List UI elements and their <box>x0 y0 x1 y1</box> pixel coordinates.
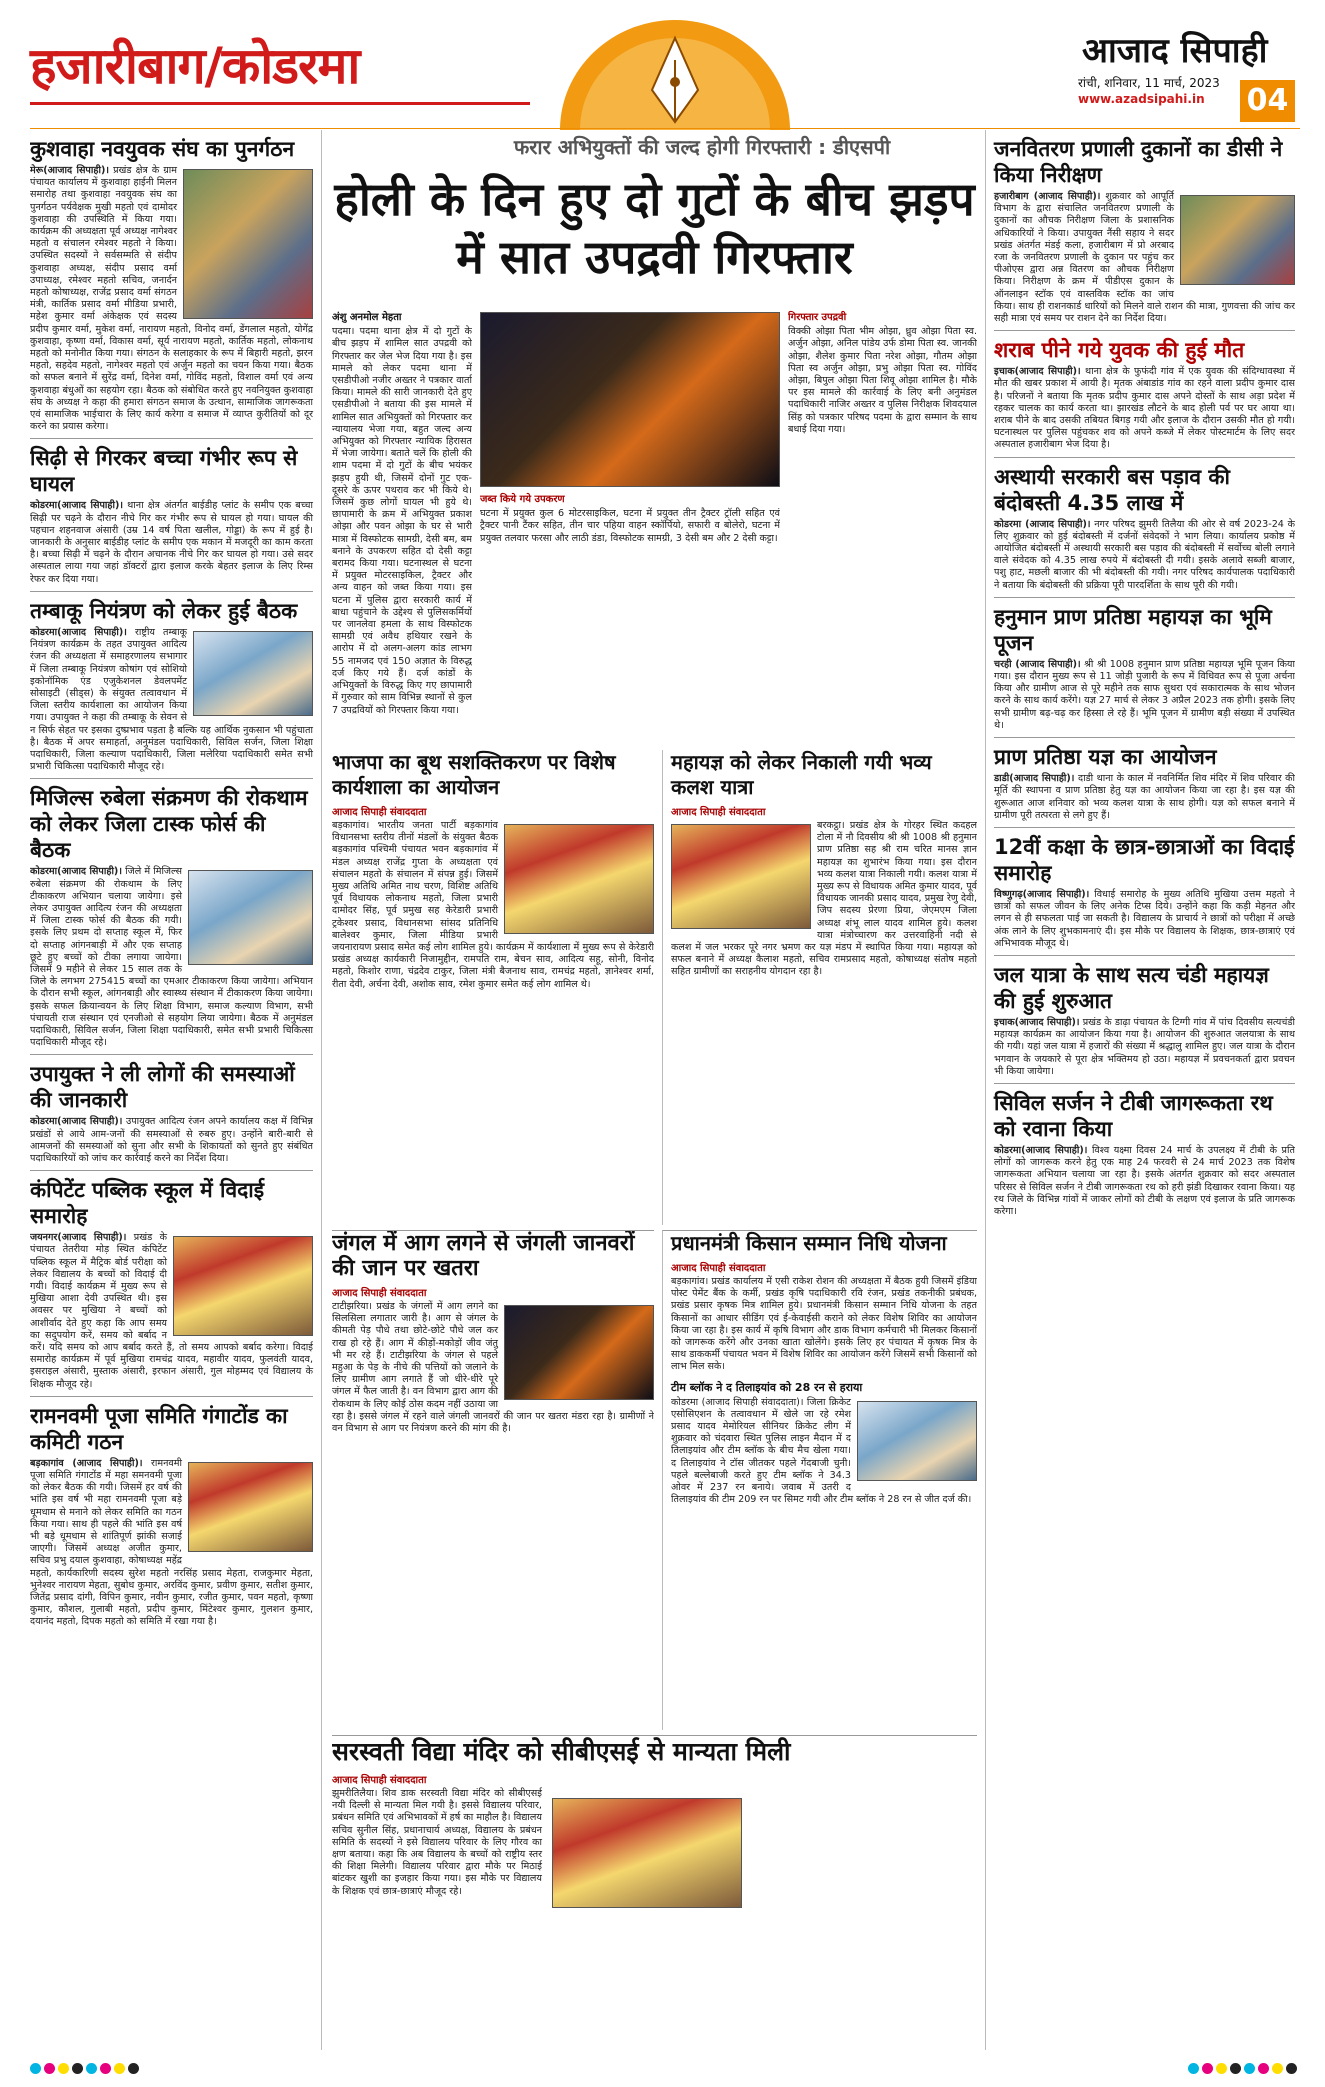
article-byline: बड़कागांव (आजाद सिपाही)। <box>30 1457 143 1469</box>
article-byline: कोडरमा (आजाद सिपाही)। <box>994 518 1091 530</box>
story-subhead: टीम ब्लॉक ने द तिलाइयांव को 28 रन से हराया <box>671 1380 863 1394</box>
article <box>994 744 1295 822</box>
article-body: प्रखंड क्षेत्र के ग्राम पंचायत कार्यालय में कुशवाहा हाईनी मिलन समारोह तथा कुशवाहा नवयुवक संघ का पुनर्गठन पर्यवेक्षक मुखी महतो एवं दामोदर कुशवाहा की उपस्थिति में किया गया। कार्यक्रम की अध्यक्षता पूर्व अध्यक्ष नागेश्वर महतो व संचालन रमेश्वर महतो ने किया। उपस्थित सदस्यों ने सर्वसम्मति से संदीप कुशवाहा अध्यक्ष, संदीप प्रसाद वर्मा उपाध्यक्ष, रमेश्वर महतो सचिव, जनार्दन महतो कोषाध्यक्ष, राजेंद्र प्रसाद वर्मा संगठन मंत्री, कार्तिक प्रसाद वर्मा मीडिया प्रभारी, महेश कुमार वर्मा अंकेक्षक एवं सदस्य प्रदीप कुमार वर्मा, मुकेश वर्मा, नारायण महतो, विनोद वर्मा, डेंगलाल महतो, योगेंद्र कुशवाहा, कृष्णा वर्मा, विकास वर्मा, सूर्य नारायण महतो, कार्तिक महतो, लोकनाथ महतो को मनोनीत किया गया। संगठन के सलाहकार के रूप में बिहारी महतो, झरन महतो, सहदेव महतो, नागेश्वर महतो एवं अर्जुन महतो का चयन किया गया। बैठक को सफल बनाने में सुरेंद्र वर्मा, दिनेश वर्मा, गोविंद महतो, विशाल वर्मा एवं अन्य कुशवाहा बंधुओं का सहयोग रहा। बैठक को संबोधित करते हुए नवनियुक्त कुशवाहा संघ के अध्यक्ष ने कहा की हमारा संगठन समाज के उत्थान, सामाजिक जागरूकता एवं सामाजिक भाईचारा के लिए कार्य करेगा व समाज में व्याप्त कुरीतियों को दूर करने का प्रयास करेगा। <box>30 165 313 433</box>
article-byline: मेरू(आजाद सिपाही)। <box>30 165 109 176</box>
lead-kicker: फरार अभियुक्तों की जल्द होगी गिरफ्तारी : डीएसपी <box>513 135 891 159</box>
lead-body-2: घटना में प्रयुक्त कुल 6 मोटरसाइकिल, घटना में प्रयुक्त तीन ट्रैक्टर ट्रॉली सहित एवं ट्रैक्टर पानी टैंकर सहित, तीन चार पहिया वाहन स्कॉर्पियो, सफारी व बोलेरो, घटना में प्रयुक्त तलवार फरसा और लाठी डंडा, विस्फोटक सामग्री, 3 देसी बम और 2 देसी कट्टा। <box>480 508 780 544</box>
registration-dot <box>44 2063 55 2074</box>
story-forest-fire <box>332 1230 654 1730</box>
story-headline: भाजपा का बूथ सशक्तिकरण पर विशेष कार्यशाला का आयोजन <box>332 750 616 799</box>
divider <box>30 438 313 439</box>
story-body-2: कोडरमा (आजाद सिपाही संवाददाता)। जिला क्रिकेट एसोसिएशन के तत्वावधान में खेले जा रहे रमेश प्रसाद यादव मेमोरियल सीनियर क्रिकेट लीग में शुक्रवार को चंदवारा स्थित पुलिस लाइन मैदान में द तिलाइयांव और टीम ब्लॉक के बीच मैच खेला गया। द तिलाइयांव ने टॉस जीतकर पहले गेंदबाजी चुनी। पहले बल्लेबाजी करते हुए टीम ब्लॉक ने 34.3 ओवर में 237 रन बनाये। जवाब में उतरी द तिलाइयांव की टीम 209 रन पर सिमट गयी और टीम ब्लॉक ने 28 रन से जीत दर्ज की। <box>671 1396 972 1506</box>
divider <box>994 827 1295 828</box>
story-saraswati <box>332 1735 977 2050</box>
divider <box>994 955 1295 956</box>
article <box>994 464 1295 592</box>
left-column <box>30 130 322 2050</box>
article-headline: सिविल सर्जन ने टीबी जागरूकता रथ को रवाना किया <box>994 1090 1273 1141</box>
center-column <box>332 130 977 2050</box>
divider <box>994 457 1295 458</box>
story-byline: आजाद सिपाही संवाददाता <box>671 807 766 818</box>
article-byline: जयनगर(आजाद सिपाही)। <box>30 1232 127 1244</box>
article-headline: प्राण प्रतिष्ठा यज्ञ का आयोजन <box>994 745 1217 770</box>
article-byline: डाडी(आजाद सिपाही)। <box>994 773 1075 785</box>
lead-subhead: गिरफ्तार उपद्रवी <box>788 312 847 323</box>
article <box>994 962 1295 1078</box>
article-headline: तम्बाकू नियंत्रण को लेकर हुई बैठक <box>30 598 298 623</box>
article-photo <box>188 870 313 965</box>
story-photo <box>504 824 654 934</box>
lead-body: पदमा। पदमा थाना क्षेत्र में दो गुटों के बीच झड़प में शामिल सात उपद्रवी को गिरफ्तार कर जेल भेज दिया गया है। इस मामले को लेकर पदमा थाना में एसडीपीओ नजीर अख्तर ने पत्रकार वार्ता किया। मामले की सारी जानकारी देते हुए एसडीपीओ ने बताया की इस मामले में शामिल सात अभियुक्तों को गिरफ्तार कर न्यायालय भेजा गया, बहुत जल्द अन्य अभियुक्त को गिरफ्तार न्यायिक हिरासत में भेजा जायेगा। बताते चलें कि होली की शाम पदमा में दो गुटों के बीच भयंकर झड़प हुयी थी, जिसमें दोनों गुट एक-दूसरे के ऊपर पथराव कर भी किये थे। जिसमें कुछ लोगों घायल भी हुये थे। छापामारी के क्रम में अभियुक्त प्रकाश ओझा और पवन ओझा के घर से भारी मात्रा में विस्फोटक सामग्री, देसी बम, बम बनाने के उपकरण सहित दो देसी कट्टा बरामद किया गया। घटनास्थल से घटना में प्रयुक्त मोटरसाइकिल, ट्रैक्टर और अन्य वाहन को जब्त किया गया। इस घटना में पुलिस द्वारा सरकारी कार्य में बाधा पहुंचाने के उद्देश्य से पुलिसकर्मियों पर जानलेवा हमला के साथ विस्फोटक सामग्री एवं अवैध हथियार रखने के आरोप में दो अलग-अलग कांड लाभग 55 नामजद एवं 150 अज्ञात के विरुद्ध दर्ज किए गये हैं। दर्ज कांडों के अभियुक्तों के विरुद्ध किए गए छापामारी में गुरुवार को साम विभिन्न स्थानों से कुल 7 उपद्रवियों को गिरफ्तार किया गया। <box>332 326 472 716</box>
registration-dot <box>30 2063 41 2074</box>
section-title: हजारीबाग/कोडरमा <box>30 37 360 95</box>
article-body: दाडी थाना के काल में नवनिर्मित शिव मंदिर में शिव परिवार की मूर्ति की स्थापना व प्राण प्रतिष्ठा हेतु यज्ञ का आयोजन किया जा रहा है। इस यज्ञ की शुरूआत आज शनिवार को भव्य कलश यात्रा के साथ होगी। यज्ञ को सफल बनाने में ग्रामीण पूरी तत्परता से लगे हुए हैं। <box>994 773 1295 821</box>
registration-dot <box>100 2063 111 2074</box>
story-bjp <box>332 750 654 1225</box>
story-photo <box>671 824 811 929</box>
story-headline: जंगल में आग लगने से जंगली जानवरों की जान पर खतरा <box>332 1231 635 1281</box>
article-body: उपायुक्त आदित्य रंजन अपने कार्यालय कक्ष में विभिन्न प्रखंडों से आये आम-जनों की समस्याओं से रुबरु हुए। उन्होंने बारी-बारी से आमजनों की समस्याओं को सुना और सभी के शिकायतों को सुनते हुए संबंधित पदाधिकारियों को जांच कर कार्रवाई करने का निर्देश दिया। <box>30 1116 313 1164</box>
right-column <box>985 130 1295 2050</box>
masthead-rule <box>30 128 1300 129</box>
divider <box>30 1396 313 1397</box>
story-photo <box>504 1305 654 1400</box>
registration-dot <box>72 2063 83 2074</box>
registration-dot <box>1272 2063 1283 2074</box>
newspaper-name: आजाद सिपाही <box>1082 31 1268 71</box>
article-body: नगर परिषद झुमरी तिलैया की ओर से वर्ष 2023-24 के लिए शुक्रवार को हुई बंदोबस्ती में दर्जनों संवेदकों ने भाग लिया। कार्यालय प्रकोष्ठ में आयोजित बंदोबस्ती में अस्थायी सरकारी बस पड़ाव की बंदोबस्ती में सर्वोच्च बोली लगाने वाले संवेदक को 4.35 लाख रुपये में बंदोबस्ती दी गयी। इसके अलावे सब्जी बाजार, पशु हाट, मछली बाजार की भी बंदोबस्ती की गयी। नगर परिषद कार्यपालक पदाधिकारी ने बताया कि बंदोबस्ती की प्रक्रिया पूरी पारदर्शिता के साथ पूरी की गयी। <box>994 518 1295 591</box>
lead-byline: अंशु अनमोल मेहता <box>332 312 402 323</box>
article-headline: कुशवाहा नवयुवक संघ का पुनर्गठन <box>30 137 295 161</box>
pen-nib-emblem-icon <box>560 20 790 130</box>
lead-story <box>332 308 977 748</box>
registration-dot <box>58 2063 69 2074</box>
article <box>30 136 313 433</box>
article <box>994 604 1295 732</box>
registration-dot <box>114 2063 125 2074</box>
article <box>30 1403 313 1629</box>
article-byline: चरही (आजाद सिपाही)। <box>994 658 1081 670</box>
article-byline: कोडरमा(आजाद सिपाही)। <box>994 1144 1088 1156</box>
article-photo <box>183 169 313 319</box>
article-headline: कंपिटेंट पब्लिक स्कूल में विदाई समारोह <box>30 1178 265 1229</box>
article-headline: जनवितरण प्रणाली दुकानों का डीसी ने किया निरीक्षण <box>994 137 1283 187</box>
article-body: राष्ट्रीय तम्बाकू नियंत्रण कार्यक्रम के तहत उपायुक्त आदित्य रंजन की अध्यक्षता में समाहरणालय सभागार में जिला तम्बाकू नियंत्रण कोषांग एवं सोशियो इकोनॉमिक एंड एजुकेशनल डेवलपमेंट सोसाइटी (सीड्स) के संयुक्त तत्वावधान में जिला स्तरीय कार्यशाला का आयोजन किया गया। उपायुक्त ने कहा की तम्बाकू के सेवन से न सिर्फ सेहत पर इसका दुष्प्रभाव पड़ता है बल्कि यह आर्थिक नुकसान भी पहुंचाता है। बैठक में अपर समाहर्ता, अनुमंडल पदाधिकारी, सिविल सर्जन, जिला शिक्षा पदाधिकारी, जिला कल्याण पदाधिकारी, जिला मलेरिया पदाधिकारी समेत सभी प्रभारी चिकित्सा पदाधिकारी मौजूद रहे। <box>30 626 313 773</box>
website-link[interactable]: www.azadsipahi.in <box>1078 92 1205 106</box>
story-body: टाटीझरिया। प्रखंड के जंगलों में आग लगने का सिलसिला लगातार जारी है। आग से जंगल के कीमती पेड़ पौधे तथा छोटे-छोटे पौधे जल कर राख हो रहे हैं। आग में कीड़ों-मकोड़ों जीव जंतु भी मर रहे हैं। टाटीझरिया के जंगल से पहले महुआ के पेड़ के नीचे की पत्तियों को जलाने के लिए ग्रामीण आग लगाते हैं जो धीरे-धीरे पूरे जंगल में फैल जाती है। वन विभाग द्वारा आग की रोकथाम के लिए कोई ठोस कदम नहीं उठाया जा रहा है। इससे जंगल में रहने वाले जंगली जानवरों की जान पर खतरा मंडरा रहा है। ग्रामीणों ने वन विभाग से आग पर नियंत्रण करने की मांग की है। <box>332 1301 654 1435</box>
divider <box>994 737 1295 738</box>
registration-dot <box>1216 2063 1227 2074</box>
article-body: प्रखंड के पंचायत तेतरीया मोड़ स्थित कंपिटेंट पब्लिक स्कूल में मैट्रिक बोर्ड परीक्षा को लेकर विद्यालय के बच्चों को विदाई दी गयी। विदाई कार्यक्रम में मुख्य रूप से मुखिया आशा देवी उपस्थित थी। इस अवसर पर मुखिया ने बच्चों को आशीर्वाद देते हुए कहा कि आप समय का सदुपयोग करें, समय को बर्बाद न करें। यदि समय को आप बर्बाद करते हैं, तो समय आपको बर्बाद करेगा। विदाई समारोह कार्यक्रम में पूर्व मुखिया रामचंद्र यादव, महावीर यादव, फुलवंती यादव, इसराइल अंसारी, मुस्ताक अंसारी, इरफान अंसारी, गुल मोहम्मद एवं विद्यालय के शिक्षक मौजूद रहे। <box>30 1232 313 1390</box>
article <box>994 136 1295 325</box>
article <box>30 1061 313 1165</box>
article-headline: मिजिल्स रुबेला संक्रमण की रोकथाम को लेकर जिला टास्क फोर्स की बैठक <box>30 786 308 863</box>
article <box>30 1177 313 1391</box>
lead-subhead: जब्त किये गये उपकरण <box>480 494 565 505</box>
article-headline: शराब पीने गये युवक की हुई मौत <box>994 338 1245 363</box>
article-byline: कोडरमा(आजाद सिपाही)। <box>30 500 123 512</box>
article-headline: उपायुक्त ने ली लोगों की समस्याओं की जानकारी <box>30 1062 295 1113</box>
story-photo <box>857 1401 977 1481</box>
story-body: बरकट्ठा। प्रखंड क्षेत्र के गोरहर स्थित कदहल टोला में नौ दिवसीय श्री श्री 1008 श्री हनुमान प्राण प्रतिष्ठा सह श्री राम चरित मानस ज्ञान महायज्ञ का शुभारंभ किया गया। इस दौरान भव्य कलश यात्रा निकाली गयी। कलश यात्रा में मुख्य रूप से विधायक अमित कुमार यादव, पूर्व विधायक जानकी प्रसाद यादव, प्रमुख रेणु देवी, जिप सदस्य प्रेरणा प्रिया, जेएमएम जिला अध्यक्ष शंभू लाल यादव शामिल हुये। कलश यात्रा मंत्रोच्चारण कर उत्तरवाहिनी नदी से कलश में जल भरकर पूरे नगर भ्रमण कर यज्ञ मंडप में स्थापित किया गया। महायज्ञ को सफल बनाने में अध्यक्ष कैलाश महतो, सचिव रामप्रसाद महतो, कोषाध्यक्ष संतोष महतो सहित ग्रामीणों का सराहनीय योगदान रहा है। <box>671 820 977 978</box>
article-body: श्री श्री 1008 हनुमान प्राण प्रतिष्ठा महायज्ञ भूमि पूजन किया गया। इस दौरान मुख्य रूप से 11 जोड़ी पुजारी के रूप में विधिवत रूप से पूजा अर्चना किया और ग्रामीण आज से पूरे महीने तक साफ सुथरा एवं सकारात्मक के साथ भोजन करने के साथ कार्य करेंगे। यज्ञ 27 मार्च से लेकर 3 अप्रैल 2023 तक होगी। इसके लिए सभी ग्रामीण बढ़-चढ़ कर हिस्सा ले रहे हैं। भूमि पूजन में ग्रामीण बड़ी संख्या में उपस्थित थे। <box>994 658 1295 731</box>
article-photo <box>173 1236 313 1336</box>
registration-dot <box>1258 2063 1269 2074</box>
divider <box>30 1054 313 1055</box>
article-body: प्रखंड के डाढ़ा पंचायत के टिग्गी गांव में पांच दिवसीय सत्यचंडी महायज्ञ कार्यक्रम का आयोजन किया गया है। आयोजन की शुरुआत जलयात्रा के साथ की गयी। यहां जल यात्रा में हजारों की संख्या में श्रद्धालु शामिल हुए। जल यात्रा के दौरान भगवान के जयकारे से पूरा क्षेत्र भक्तिमय हो उठा। महायज्ञ में प्रवचनकर्ता द्वारा प्रवचन भी किया जायेगा। <box>994 1016 1295 1077</box>
article-photo <box>193 631 313 716</box>
story-byline: आजाद सिपाही संवाददाता <box>332 1288 427 1299</box>
article-headline: जल यात्रा के साथ सत्य चंडी महायज्ञ की हुई शुरुआत <box>994 962 1269 1013</box>
article-body: विधाई समारोह के मुख्य अतिथि मुखिया उत्तम महतो ने छात्रों को सफल जीवन के लिए अनेक टिप्स दिये। उन्होंने कहा कि कड़ी मेहनत और लगन से ही सफलता पाई जा सकती है। विद्यालय के प्राचार्य ने छात्रों को परीक्षा में अच्छे अंक लाने के लिए शुभकामनाएं दी। इस मौके पर विद्यालय के शिक्षक, छात्र-छात्राएं एवं अभिभावक मौजूद थे। <box>994 888 1295 949</box>
article-body: थाना क्षेत्र के फुफंदी गांव में एक युवक की संदिग्धावस्था में मौत की खबर प्रकाश में आयी है। मृतक अंबाडांड गांव का रहने वाला प्रदीप कुमार दास है। परिजनों ने बताया कि मृतक प्रदीप कुमार दास अपने दोस्तों के साथ अड़ा प्रदेश में रहकर चालक का कार्य करता था। झारखंड लौटने के बाद होली पर्व पर घर आया था। शराब पीने के बाद उसकी तबियत बिगड़ गयी और इलाज के दौरान उसकी मौत हो गयी। घटनास्थल पर पुलिस पहुंचकर शव को अपने कब्जे में लेकर पोस्टमार्टम के लिए सदर अस्पताल हजारीबाग भेज दिया है। <box>994 366 1295 451</box>
divider <box>30 778 313 779</box>
article-body: विश्व यक्ष्मा दिवस 24 मार्च के उपलक्ष्य में टीबी के प्रति लोगों को जागरूक करने हेतु एक माह 24 फरवरी से 24 मार्च 2023 तक विशेष जागरूकता अभियान चलाया जा रहा है। इसके अंतर्गत शुक्रवार को सदर अस्पताल परिसर से सिविल सर्जन ने टीबी जागरूकता रथ को हरी झंडी दिखाकर रवाना किया। यह रथ जिले के विभिन्न गांवों में जाकर लोगों को टीबी के लक्षण एवं इलाज के प्रति जागरूक करेगा। <box>994 1144 1295 1217</box>
article-headline: रामनवमी पूजा समिति गंगाटोंड का कमिटी गठन <box>30 1403 288 1454</box>
article-body: जिले में मिजिल्स रुबेला संक्रमण की रोकथाम के लिए टीकाकरण अभियान चलाया जायेगा। इसे लेकर उपायुक्त आदित्य रंजन की अध्यक्षता में जिला टास्क फोर्स की बैठक की गयी। इसके लिए प्रथम दो सप्ताह स्कूल में, फिर दो सप्ताह आंगनबाड़ी में और एक सप्ताह छूटे हुए बच्चों को टीका लगाया जायेगा। जिसमें 9 महीने से लेकर 15 साल तक के जिले के लगभग 275415 बच्चों का एमआर टीकाकरण किया जायेगा। अभियान के दौरान सभी स्कूल, आंगनबाड़ी और स्वास्थ्य संस्थान में टीकाकरण किया जायेगा। इसके सफल क्रियान्वयन के लिए शिक्षा विभाग, समाज कल्याण विभाग, सभी पंचायती राज संस्थान एवं एनजीओ से सहयोग लिया जायेगा। बैठक में अनुमंडल पदाधिकारी, सिविल सर्जन, जिला शिक्षा पदाधिकारी, समेत सभी प्रभारी चिकित्सा पदाधिकारी मौजूद रहे। <box>30 866 313 1049</box>
page-number: 04 <box>1240 80 1295 122</box>
story-body: बड़कागांव। प्रखंड कार्यालय में एसी राकेश रोशन की अध्यक्षता में बैठक हुयी जिसमें इंडिया पोस्ट पेमेंट बैंक के कर्मी, प्रखंड कृषि पदाधिकारी रवि रंजन, प्रखंड तकनीकी प्रबंधक, प्रखंड प्रसार कृषक मित्र शामिल हुये। प्रधानमंत्री किसान सम्मान निधि योजना के तहत किसानों का आधार सीडिंग एवं ई-केवाईसी कराने को लेकर विशेष शिविर का आयोजन किया जा रहा है। इस कार्य में कृषि विभाग और डाक विभाग कर्मचारी भी मिलकर किसानों को जागरूक करेंगे और उनका खाता खोलेंगे। इसके लिए हर पंचायत में कृषक मित्र के साथ डाककर्मी पंचायत भवन में विशेष शिविर का आयोजन करेंगे जिसमें सभी किसानों को लाभ मिल सके। <box>671 1276 977 1373</box>
story-kisan <box>662 1230 977 1730</box>
registration-dot <box>1244 2063 1255 2074</box>
article-byline: कोडरमा(आजाद सिपाही)। <box>30 1116 123 1128</box>
divider <box>30 591 313 592</box>
story-body: झुमरीतिलैया। शिव डाक सरस्वती विद्या मंदिर को सीबीएसई नयी दिल्ली से मान्यता मिल गयी है। इससे विद्यालय परिवार, प्रबंधन समिति एवं अभिभावकों में हर्ष का माहौल है। विद्यालय सचिव सुनील सिंह, प्रधानाचार्य अध्यक्ष, विद्यालय के प्रबंधन समिति के सदस्यों ने इसे विद्यालय परिवार के लिए गौरव का क्षण बताया। कहा कि अब विद्यालय के बच्चों को राष्ट्रीय स्तर की शिक्षा मिलेगी। विद्यालय परिवार द्वारा मौके पर मिठाई बांटकर खुशी का इजहार किया गया। इस मौके पर विद्यालय के शिक्षक एवं छात्र-छात्राएं मौजूद रहे। <box>332 1788 542 1897</box>
registration-dot <box>1188 2063 1199 2074</box>
section-underline <box>30 102 530 105</box>
masthead <box>0 0 1325 135</box>
article <box>994 834 1295 950</box>
article-byline: कोडरमा(आजाद सिपाही)। <box>30 866 122 878</box>
registration-dot <box>1230 2063 1241 2074</box>
issue-date: रांची, शनिवार, 11 मार्च, 2023 <box>1078 76 1220 90</box>
article-byline: इचाक(आजाद सिपाही)। <box>994 366 1081 378</box>
article-headline: 12वीं कक्षा के छात्र-छात्राओं का विदाई समारोह <box>994 834 1295 885</box>
article <box>994 1090 1295 1218</box>
article-body: थाना क्षेत्र अंतर्गत बाईडीह प्लांट के समीप एक बच्चा सिढ़ी पर चढ़ने के दौरान नीचे गिर कर गंभीर रूप से घायल हो गया। घायल की पहचान शहनवाज अंसारी (उम्र 14 वर्ष पिता खलील, गोड्डा) के रूप में हुई है। जानकारी के अनुसार बाईडीह प्लांट के समीप एक मकान में मजदूरी का काम करता है। बच्चा सिढ़ी में चढ़ने के दौरान अचानक नीचे गिर कर घायल हो गया। उसे सदर अस्पताल लाया गया जहां डॉक्टरों द्वारा इलाज करके बेहतर इलाज के लिए रिम्स रेफर कर दिया गया। <box>30 500 313 585</box>
registration-dot <box>1286 2063 1297 2074</box>
article-byline: हजारीबाग (आजाद सिपाही)। <box>994 191 1101 202</box>
divider <box>994 330 1295 331</box>
story-headline: महायज्ञ को लेकर निकाली गयी भव्य कलश यात्रा <box>671 750 932 799</box>
print-registration-marks <box>30 2058 1300 2078</box>
story-byline: आजाद सिपाही संवाददाता <box>332 807 427 818</box>
registration-dot <box>128 2063 139 2074</box>
article-byline: इचाक(आजाद सिपाही)। <box>994 1016 1080 1028</box>
story-kalash <box>662 750 977 1225</box>
article <box>30 598 313 773</box>
article-headline: अस्थायी सरकारी बस पड़ाव की बंदोबस्ती 4.35 लाख में <box>994 464 1230 515</box>
article-photo <box>1180 195 1295 285</box>
divider <box>30 1170 313 1171</box>
article <box>994 337 1295 451</box>
story-photo <box>552 1798 742 1908</box>
story-byline: आजाद सिपाही संवाददाता <box>332 1775 427 1786</box>
registration-dot <box>86 2063 97 2074</box>
article-photo <box>188 1462 313 1552</box>
article-byline: कोडरमा(आजाद सिपाही)। <box>30 626 127 638</box>
registration-dot <box>1202 2063 1213 2074</box>
divider <box>994 597 1295 598</box>
article <box>30 785 313 1049</box>
article-byline: विष्णुगढ़(आजाद सिपाही)। <box>994 888 1090 900</box>
lead-photo <box>480 312 780 487</box>
lead-body-3: विक्की ओझा पिता भीम ओझा, ध्रुव ओझा पिता स्व. अर्जुन ओझा, अनिल पांडेय उर्फ डोमा पिता स्व. जानकी ओझा, शैलेश कुमार पिता नरेश ओझा, गौतम ओझा पिता स्व अर्जुन ओझा, प्रभु ओझा पिता स्व. गोविंद ओझा, बिपुल ओझा पिता शिवू ओझा शामिल है। मौके पर इस मामले की कार्रवाई के लिए बनी अनुमंडल पदाधिकारी नाजिर अख्तर व पुलिस निरीक्षक शिवदयाल सिंह को पत्रकार परिषद पदमा के द्वारा सम्मान के साथ बधाई दिया गया। <box>788 326 977 435</box>
story-headline: प्रधानमंत्री किसान सम्मान निधि योजना <box>671 1231 947 1255</box>
article <box>30 445 313 585</box>
story-headline: सरस्वती विद्या मंदिर को सीबीएसई से मान्यता मिली <box>332 1737 791 1766</box>
article-body: रामनवमी पूजा समिति गंगाटोंड में महा समनवमी पूजा को लेकर बैठक की गयी। जिसमें हर वर्ष की भांति इस वर्ष भी महा रामनवमी पूजा बड़े धूमधाम से मनाने को लेकर समिति का गठन किया गया। साथ ही पहले की भांति इस वर्ष भी बड़े धूमधाम से शांतिपूर्ण झांकी सजाई जाएगी। जिसमें अध्यक्ष अजीत कुमार, सचिव प्रभु दयाल कुशवाहा, कोषाध्यक्ष महेंद्र महतो, कार्यकारिणी सदस्य सुरेश महतो नरसिंह प्रसाद मेहता, राजकुमार मेहता, भुनेश्वर नारायण मेहता, सुबोध कुमार, अरविंद कुमार, प्रवीण कुमार, सतीश कुमार, जितेंद्र प्रसाद दांगी, विपिन कुमार, नवीन कुमार, रजीत कुमार, पवन महतो, कृष्णा कुमार, कौशल, गुलाबी महतो, प्रदीप कुमार, मिंटेश्वर कुमार, गुलशन कुमार, दयानंद महतो, दिपक महतो को समिति में रखा गया है। <box>30 1457 313 1628</box>
article-headline: सिढ़ी से गिरकर बच्चा गंभीर रूप से घायल <box>30 446 298 497</box>
lead-headline: होली के दिन हुए दो गुटों के बीच झड़प में सात उपद्रवी गिरफ्तार <box>334 172 975 284</box>
story-body: बड़कागांव। भारतीय जनता पार्टी बड़कागांव विधानसभा स्तरीय तीनों मंडलों के संयुक्त बैठक बड़कागांव पश्चिमी पंचायत भवन बड़कागांव में मंडल अध्यक्ष राजेंद्र गुप्ता के अध्यक्षता एवं संचालन महतो के संचालन में संपन्न हुई। जिसमें मुख्य अतिथि अमित नाथ चरण, विशिष्ट अतिथि पूर्व विधायक लोकनाथ महतो, जिला प्रभारी दामोदर सिंह, पूर्व प्रमुख सह केरेडारी प्रभारी ट्रकेश्वर प्रसाद, विधानसभा सांसद प्रतिनिधि बालेश्वर कुमार, जिला मीडिया प्रभारी जयनारायण प्रसाद समेत कई लोग शामिल हुये। कार्यक्रम में कार्यशाला में मुख्य रूप से केरेडारी प्रखंड अध्यक्ष कार्यकारी निजामुद्दीन, रामपति राम, बेचन साव, आदित्य सहू, सोनी, विनोद महतो, किशोर राणा, चंद्रदेव टाकुर, जिला मंत्री बैजनाथ साव, रामचंद्र महतो, ज्ञानेश्वर शर्मा, रीता देवी, अर्चना देवी, अशोक साव, रमेश कुमार समेत कई लोग शामिल थे। <box>332 820 654 990</box>
story-byline: आजाद सिपाही संवाददाता <box>671 1263 766 1274</box>
article-headline: हनुमान प्राण प्रतिष्ठा महायज्ञ का भूमि पूजन <box>994 604 1272 655</box>
divider <box>994 1083 1295 1084</box>
article-body: शुक्रवार को आपूर्ति विभाग के द्वारा संचालित जनवितरण प्रणाली के दुकानों का औचक निरीक्षण जिला के प्रशासनिक अधिकारियों ने किया। उपायुक्त नैंसी सहाय ने सदर प्रखंड अंतर्गत मंडई कला, हजारीबाग में प्रो अरबाद रजा के जनवितरण प्रणाली के दुकान पर पहुंच कर पीओएस द्वारा अन्न वितरण का औचक निरीक्षण किया। निरीक्षण के क्रम में पीडीएस दुकान के ऑनलाइन स्टॉक एवं वास्तविक स्टॉक का जांच किया। साथ ही राशनकार्ड धारियों को मिलने वाले राशन की मात्रा, गुणवत्ता की जांच कर सही मात्रा एवं समय पर राशन देने का निर्देश दिया। <box>994 191 1295 325</box>
